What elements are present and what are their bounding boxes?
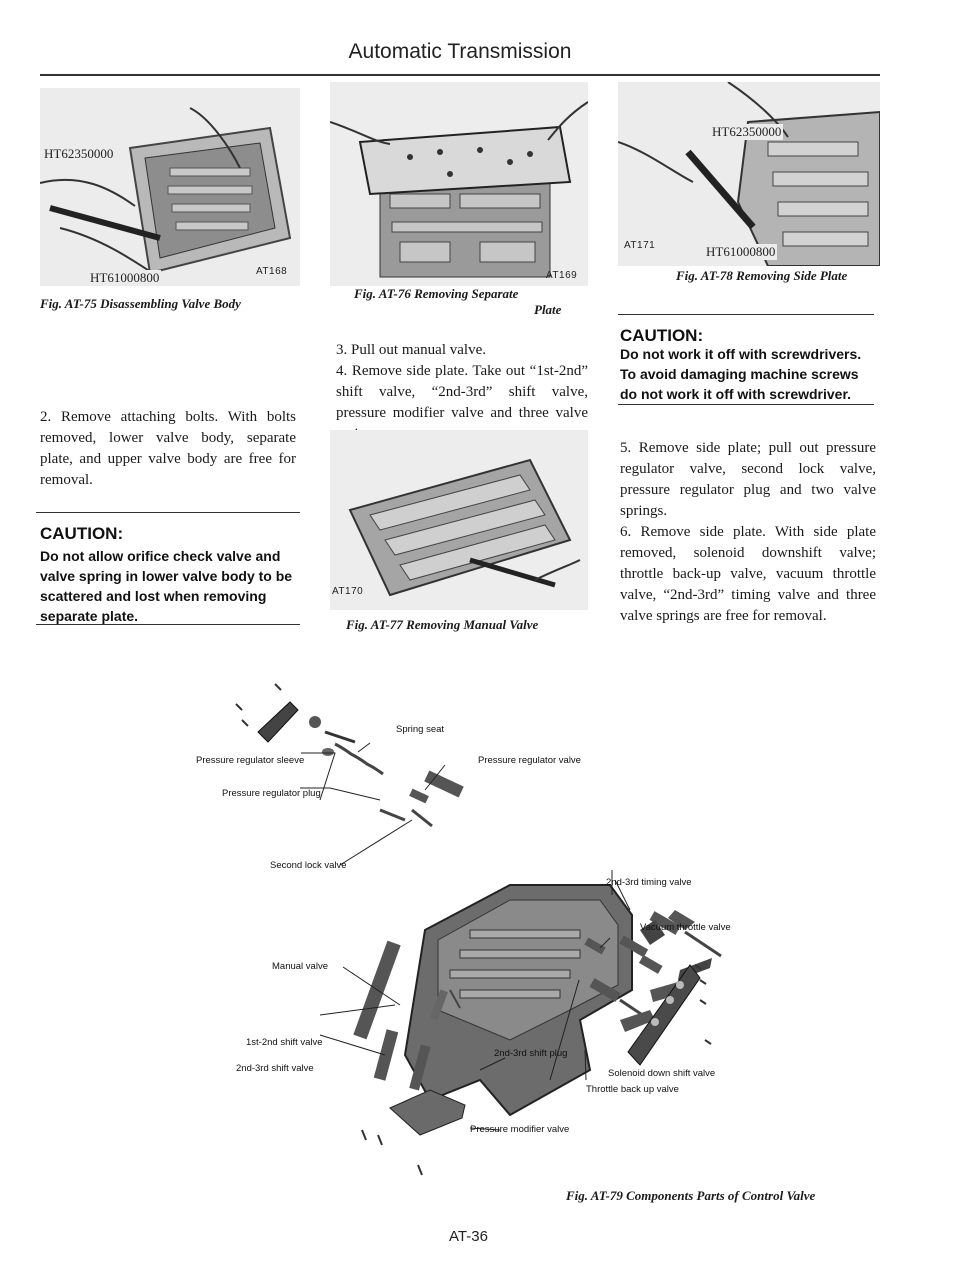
col3-caution-title: CAUTION: [620,326,704,345]
label-2nd-3rd-shift-valve: 2nd-3rd shift valve [236,1063,314,1074]
label-manual-valve: Manual valve [272,961,328,972]
fig78-photo [618,82,880,266]
header-rule [40,74,880,76]
label-solenoid-down-shift-valve: Solenoid down shift valve [608,1068,716,1079]
fig75-tool-bottom-label: HT61000800 [90,270,160,285]
fig79-caption: Fig. AT-79 Components Parts of Control Valve [566,1188,816,1203]
col1-caution-title: CAUTION: [40,524,124,543]
label-timing-valve: 2nd-3rd timing valve [606,877,692,888]
fig75-caption: Fig. AT-75 Disassembling Valve Body [40,296,241,311]
label-pressure-regulator-valve: Pressure regulator valve [478,755,581,766]
col2-step3: 3. Pull out manual valve. [336,342,486,358]
col1-step2: 2. Remove attaching bolts. With bolts removed, lower valve body, separate plate, and upper valve body are free for removal. [40,409,296,488]
label-spring-seat: Spring seat [396,724,445,735]
label-vacuum-throttle-valve: Vacuum throttle valve [640,922,731,933]
label-throttle-back-up-valve: Throttle back up valve [586,1084,679,1095]
label-1st-2nd-shift-valve: 1st-2nd shift valve [246,1037,323,1048]
fig78-tool-bottom-label: HT61000800 [706,244,776,259]
col3-rule-top [618,314,874,315]
fig75-code: AT168 [256,266,288,277]
label-pressure-regulator-plug: Pressure regulator plug [222,788,321,799]
col1-rule-bottom [36,624,300,625]
col2-step4: 4. Remove side plate. Take out “1st-2nd” shift valve, “2nd-3rd” shift valve, pressure modifier valve and three valve [336,363,588,421]
fig75-tool-top-label: HT62350000 [44,146,114,161]
label-pressure-modifier-valve: Pressure modifier valve [470,1124,570,1135]
col3-rule-bottom [618,404,874,405]
fig77-photo [330,430,588,610]
col3-step6: 6. Remove side plate. With side plate removed, solenoid downshift valve; throttle back-up valve, vacuum throttle valve, “2nd-3rd” timing valve and three valve springs are free for removal. [620,524,876,624]
fig77-code: AT170 [332,586,364,597]
fig78-caption: Fig. AT-78 Removing Side Plate [676,268,848,283]
page-number: AT-36 [449,1228,488,1245]
fig79-diagram [180,660,880,1180]
label-2nd-3rd-shift-plug: 2nd-3rd shift plug [494,1048,568,1059]
fig75-photo [40,88,300,286]
fig78-code: AT171 [624,240,656,251]
col3-step5: 5. Remove side plate; pull out pressure regulator valve, second lock valve, pressure regulator plug and two valve springs. [620,440,876,519]
page-header-title: Automatic Transmission [348,40,572,63]
fig77-caption: Fig. AT-77 Removing Manual Valve [346,617,539,632]
col1-caution-text: Do not allow orifice check valve and valve spring in lower valve body to be scattered and lost when removing separate plate. [40,548,293,624]
fig78-tool-top-label: HT62350000 [712,124,782,139]
fig76-caption-line2: Plate [534,302,562,317]
fig76-caption-line1: Fig. AT-76 Removing Separate [354,286,519,301]
col3-caution-text: Do not work it off with screwdrivers. To avoid damaging machine screws do not work it off with screwdriver. [620,346,862,402]
col1-rule-top [36,512,300,513]
label-second-lock-valve: Second lock valve [270,860,347,871]
fig76-code: AT169 [546,270,578,281]
label-pressure-regulator-sleeve: Pressure regulator sleeve [196,755,305,766]
fig76-photo [330,82,588,286]
